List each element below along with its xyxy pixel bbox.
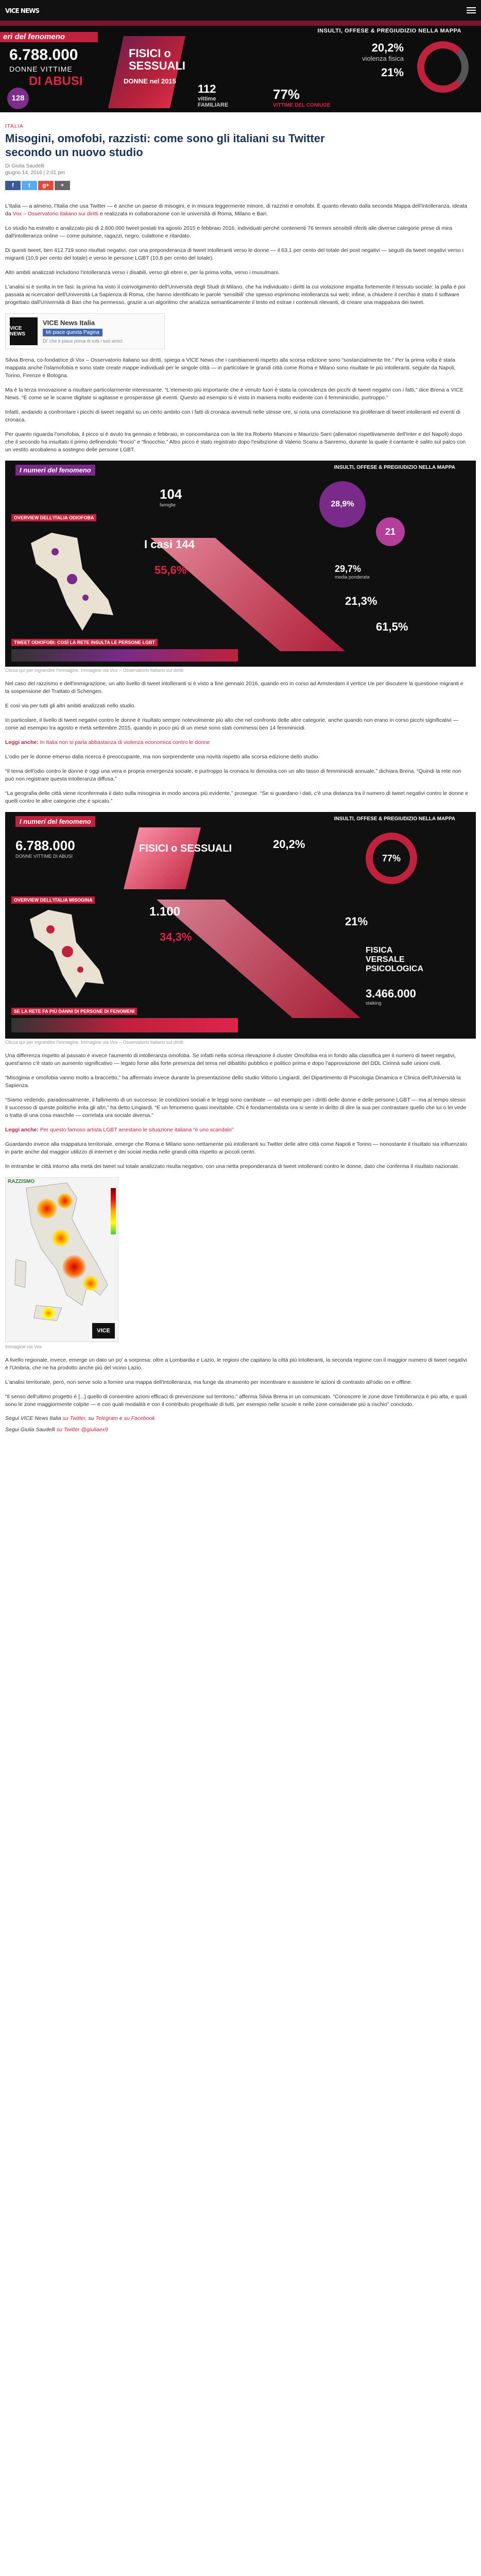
hero-vit-num: 77%: [273, 87, 300, 102]
ig1-stat6: 61,5%: [376, 620, 408, 633]
hero-fisici-a: FISICI o: [129, 47, 171, 60]
paragraph-4: Altri ambiti analizzati includono l'intolleranza verso i disabili, verso gli ebrei e, per la prima volta, verso i musulmani.: [5, 269, 280, 276]
paragraph-19: Guardando invece alla mappatura territoriale, emerge che Roma e Milano sono nettamente più intolleranti su Twitter delle altre città come Napoli e Torino — nonostante il risultato sia influenzato in parte anche dal maggior utilizzo di internet e dei social media nelle grandi città rispetto ai piccoli centri.: [5, 1141, 467, 1155]
follow-sep: , su: [85, 1415, 94, 1421]
follow-vice-text: Segui VICE News Italia: [5, 1415, 61, 1421]
read-also-2: [5, 1126, 469, 1134]
ig2-big-num: 6.788.000: [15, 838, 75, 853]
follow-sep2: e: [119, 1415, 123, 1421]
top-bar: [0, 0, 481, 21]
author-handle[interactable]: @giuliaex9: [81, 1427, 108, 1433]
hotspot: [37, 1198, 57, 1219]
vice-twitter-link[interactable]: su Twitter: [62, 1415, 85, 1421]
paragraph-8: Infatti, andando a confrontare i picchi di tweet negativi su un certo ambito con i fatti di cronaca avvenuti nelle stesse ore, si nota una correlazione tra proliferare di tweet intolleranti ed eventi di cronaca.: [5, 409, 460, 423]
embed-thumb: VICE NEWS: [10, 317, 38, 345]
ig2-stat4-num: 3.466.000: [366, 987, 416, 1000]
ig1-dot: [51, 548, 59, 555]
site-logo[interactable]: [5, 4, 39, 17]
vice-telegram-link[interactable]: Telegram: [95, 1415, 118, 1421]
hotspot: [83, 1276, 98, 1291]
ig1-dot: [67, 574, 77, 584]
ig1-stat2-sub: media ponderata: [335, 574, 370, 580]
ig2-stat4-sub: stalking: [366, 1001, 382, 1006]
heatmap-italy[interactable]: [5, 1177, 118, 1342]
paragraph-20: In entrambe le città intorno alla metà dei tweet sul totale analizzato risulta negativo, con una netta preponderanza di tweet intolleranti contro le donne, dato che conferma il risultato nazionale.: [5, 1163, 460, 1170]
ig2-title: INSULTI, OFFESE & PREGIUDIZIO NELLA MAPPA: [334, 816, 455, 822]
follow-author: [5, 1427, 476, 1433]
hero-donne-label: DONNE: [124, 77, 148, 85]
p1-text: L'Italia — a almeno, l'Italia che usa Twitter — è anche un paese di misogini, e in misura leggermente minore, di razzisti e omofobi. È quanto rilevato dalla seconda Mappa dell'Intolleranza, ideata da: [5, 203, 468, 217]
hotspot: [62, 1255, 86, 1279]
twitter-share-icon[interactable]: t: [22, 181, 37, 190]
ig1-stat2: [335, 564, 370, 580]
paragraph-14: “Il tema dell'odio contro le donne è oggi una vera e propria emergenza sociale, e purtroppo la cronaca lo dimostra con un alto tasso di femminicidi annuale,” dichiara Brena. “Quindi la rete non può non registrare questa intolleranza diffusa.”: [5, 768, 461, 782]
embed-info: [43, 319, 123, 344]
hero-big-number: 6.788.000: [9, 46, 78, 63]
ig2-fis: FISICI o SESSUALI: [139, 843, 232, 854]
paragraph-7: Ma è la terza innovazione a risultare particolarmente interessante. “L'elemento più importante che è venuto fuori è stata la coincidenza dei picchi di tweet negativi con i fatti,” dice Brena a VICE News. “È come se le scarne digitate si agitasse e prosperasse gli eventi. Questo ad esempio si è visto in maniera molto evidente con il femminicidio, purtroppo.”: [5, 387, 463, 401]
hero-fam-label: FAMILIARE: [198, 102, 229, 108]
hero-big-sub2: DI ABUSI: [29, 74, 83, 88]
ig1-bubble2: 21: [376, 517, 405, 546]
ig1-stat5: 21,3%: [345, 595, 377, 607]
caption-3: Immagine via Vox: [5, 1344, 42, 1349]
infographic-lgbt[interactable]: [5, 461, 476, 667]
ig2-dot: [62, 946, 73, 957]
ig2-side: FISICA VERSALE PSICOLOGICA: [366, 946, 424, 973]
article: [0, 124, 481, 1433]
paragraph-13: L'odio per le donne emerso dalla ricerca è preoccupante, ma non sorprendente una novità rispetto alla scorsa edizione dello studio.: [5, 754, 320, 760]
follow-author-text: Segui Giulia Saudelli: [5, 1427, 55, 1433]
hero-fisici-b: SESSUALI: [129, 59, 186, 72]
embed-name: VICE News Italia: [43, 319, 95, 327]
facebook-page-embed[interactable]: [5, 313, 165, 349]
googleplus-share-icon[interactable]: g+: [38, 181, 54, 190]
hero-donne: [124, 77, 176, 85]
ig1-bubble1: 28,9%: [319, 481, 366, 528]
ig1-bottom: TWEET ODIOFOBI: COSÌ LA RETE INSULTA LE PERSONE LGBT: [11, 639, 158, 646]
map-title: RAZZISMO: [8, 1179, 35, 1184]
paragraph-23: “Il senso dell'ultimo progetto è [...] quello di consentire azioni efficaci di prevenzione sul territorio,” afferma Silvia Brena in un comunicato. “Conoscere le zone dove l'intolleranza è più alta, e quali sono le zone maggiormente colpite — e con quali modalità e con il contributo progettuale di tutti, per esempio nelle scuole e nelle zone considerate più a rischio” concludo.: [5, 1394, 467, 1408]
read-also-1: [5, 739, 469, 747]
paragraph-18: “Siamo vedendo, paradossalmente, il fallimento di un successo: le condizioni sociali e le leggi sono cambiate — ad esempio per i diritti delle donne e delle persone LGBT — ma al tempo stesso il successo di queste politiche irrita gli altri,” ha detto Lingiardi. “E un fenomeno quasi inevitabile. Chi è fondamentalista ora si sente in diritto di dire la sua per contrastare quello che lui o lei vede o tratta di una cosa maschile — correlata ura sociale diversa.”: [5, 1097, 467, 1118]
ig2-timeline: [11, 1018, 238, 1032]
ig1-stat1-num: 104: [160, 486, 182, 502]
ig2-stat1: 1.100: [149, 905, 181, 919]
ig2-bottom: SE LA RETE FA PIÙ DANNI DI PERSONE DI FENOMENI: [11, 1008, 137, 1015]
embed-sub: Di' che ti piace prima di tutti i tuoi amici: [43, 338, 123, 344]
follow-vice: [5, 1415, 476, 1421]
p1-end: e realizzata in collaborazione con le università di Roma, Milano e Bari.: [99, 211, 268, 217]
menu-icon[interactable]: [467, 7, 476, 13]
ig1-dot: [82, 595, 89, 601]
byline[interactable]: Di Giulia Saudelli: [5, 163, 45, 169]
infographic-misoginia[interactable]: [5, 812, 476, 1039]
map-legend: [111, 1188, 116, 1234]
logo-text: VICE NEWS: [5, 7, 40, 14]
hero-strip: eri del fenomeno: [0, 32, 98, 42]
paragraph-5: L'analisi si è svolta in tre fasi: la prima ha visto il coinvolgimento dell'Università degli Studi di Milano, che ha individuato i diritti la cui violazione impatta fortemente il tessuto sociale; la palla è poi passata ai ricercatori dell'Università La Sapienza di Roma, che hanno identificato le parole ‘sensibili’ che spesso esprimono intolleranza sui web; infine, a chiudere il cerchio è stato il software progettato dall'Università di Bari che ha permesso, grazie a un algoritmo che analizza semanticamente il testo ed estrae i contenuti rilevanti, di creare una mappatura dei tweet.: [5, 284, 466, 306]
paragraph-1: [5, 202, 469, 218]
read-also-label-2: Leggi anche:: [5, 1127, 39, 1133]
read-also-label: Leggi anche:: [5, 739, 39, 745]
hotspot: [52, 1229, 70, 1247]
hero-infographic: [0, 21, 481, 112]
paragraph-16: Una differenza rispetto al passato è invece l'aumento di intolleranza omofoba. Se infatti nella scorsa rilevazione il cluster Omofobia era in fondo alla classifica per il numero di tweet negativi, quest'anno c'è stato un aumento significativo — legato forse alla forte presenza del tema nel dibattito pubblico e politico prima e dopo l'approvazione del DDL Cirinnà sulle unioni civili.: [5, 1053, 456, 1066]
hero-pc2: violenza fisica: [362, 55, 404, 62]
hero-big-sub: DONNE VITTIME: [9, 65, 73, 73]
paragraph-12: In particolare, il livello di tweet negativi contro le donne è risultato sempre notevolmente più alto che nel confronto delle altre categorie, anche quando non erano in corso picchi significativi — come ad esempio tra agosto e metà settembre 2015, quando in poco più di un mese sono stati commessi ben 14 femminicidi.: [5, 717, 459, 731]
ig1-title: INSULTI, OFFESE & PREGIUDIZIO NELLA MAPPA: [334, 465, 455, 470]
paragraph-6: Silvia Brena, co-fondatrice di Vox – Osservatorio italiano sui diritti, spiega a VICE News che i cambiamenti rispetto alla scorsa edizione sono “sostanzialmente tre.” Per la prima volta è stata mappata anche l'islamofobia e sono state create mappe individuali per le singole città — in particolare le grandi città come Roma e Milano sono risultate le più intolleranti, seguite da Napoli, Torino, Firenze e Bologna.: [5, 357, 456, 379]
vice-facebook-link[interactable]: su Facebook: [124, 1415, 155, 1421]
hero-pc1: 20,2%: [371, 41, 404, 54]
publish-date: giugno 14, 2016 | 2:01 pm: [5, 170, 65, 176]
ig2-stat2: 34,3%: [160, 930, 192, 943]
caption-1: Clicca qui per ingrandire l'immagine. Immagine via Vox – Osservatorio italiano sui diritti: [5, 668, 183, 673]
paragraph-9: Per quanto riguarda l'omofobia, il picco si è avuto tra gennaio e febbraio, in concomitanza con la lite tra Roberto Mancini e Maurizio Sarri (allenatori rispettivamente dell'Inter e del Napoli) dopo che il secondo ha insultato il primo definendolo “frocio” e “finocchio.” Altro picco è stato registrato dopo l'esibizione di Valerio Scanu a Sanremo, durante la quale il cantante è salito sul palco con un vestito arcobaleno a sostegno delle persone LGBT.: [5, 431, 466, 453]
ig2-big-sub: DONNE VITTIME DI ABUSI: [15, 854, 73, 859]
read-also-link[interactable]: In Italia non si parla abbastanza di violenza economica contro le donne: [40, 739, 210, 745]
paragraph-21: A livello regionale, invece, emerge un dato un po' a sorpresa: oltre a Lombardia e Lazio, le regioni che capitano la città più intolleranti, la seconda regione con il maggior numero di tweet negativi è l'Umbria, che ne ha prodotto anche più del vicino Lazio.: [5, 1357, 467, 1371]
author-twitter-link[interactable]: su Twitter: [56, 1427, 80, 1433]
ig2-dot: [46, 925, 55, 934]
hero-vit-sub: VITTIME DEL CONIUGE: [273, 103, 331, 108]
facebook-share-icon[interactable]: f: [5, 181, 21, 190]
ig1-stat2-num: 29,7%: [335, 564, 362, 574]
ig2-stripe: [124, 827, 201, 889]
ig2-ring: 77%: [366, 833, 417, 884]
ig1-stripe: [129, 538, 345, 651]
ig1-italy-map: [21, 533, 124, 636]
caption-2: Clicca qui per ingrandire l'immagine. Immagine via Vox – Osservatorio italiano sui diritti: [5, 1040, 183, 1045]
hero-band: [0, 21, 481, 26]
paragraph-3: Di questi tweet, ben 412.719 sono risultati negativi, con una preponderanza di tweet intolleranti verso le donne — il 63,1 per cento del totale dei post negativi — seguiti da tweet negativi verso i migranti (10,9 per cento del totale) e verso le persone LGBT (10,8 per cento del totale).: [5, 247, 464, 261]
ig2-stat3: 21%: [345, 915, 368, 928]
hero-insulti: INSULTI, OFFESE & PREGIUDIZIO NELLA MAPPA: [317, 28, 461, 34]
hero-vittime: [273, 87, 331, 108]
ig2-pc: 20,2%: [273, 838, 305, 851]
ig1-stat1: [160, 486, 182, 507]
ig1-stat4: 55,6%: [154, 564, 187, 577]
ig2-overview: OVERVIEW DELL'ITALIA MISOGINA: [11, 896, 95, 904]
hero-fisici: [129, 47, 185, 72]
more-share-icon[interactable]: +: [55, 181, 70, 190]
article-title: Misogini, omofobi, razzisti: come sono gli italiani su Twitter secondo un nuovo studio: [5, 132, 325, 159]
paragraph-17: “Misoginia e omofobia vanno molto a braccetto,” ha affermato invece durante la presentazione dello studio Vittorio Lingiardi, del Dipartimento di Psicologia Dinamica e Clinica dell'Università la Sapienza.: [5, 1075, 461, 1089]
ig1-tag: I numeri del fenomeno: [15, 465, 95, 476]
ig2-tag: I numeri del fenomeno: [15, 816, 95, 827]
paragraph-11: E così via per tutti gli altri ambiti analizzati nello studio.: [5, 703, 136, 709]
hero-familiare: [198, 82, 228, 108]
paragraph-2: Lo studio ha estratto e analizzato più di 2.600.000 tweet postati tra agosto 2015 e febbraio 2016, individuati perché contenenti 76 termini sensibili riferiti alle diverse categorie prese di mira dall'intolleranza online — come pulsione, ragazzi, negro, culattone e ritardato.: [5, 225, 452, 239]
map-vice-badge: VICE: [92, 1323, 115, 1338]
ig1-timeline: [11, 649, 238, 662]
hero-circle: 128: [7, 88, 29, 109]
paragraph-22: L'analisi territoriale, però, non serve solo a fornire una mappa dell'intolleranza, ma funge da strumento per incentivare e assistere le azioni di contrasto all'odio on e offline.: [5, 1379, 413, 1385]
category-label[interactable]: ITALIA: [5, 124, 24, 129]
hero-donne-sub: nel 2015: [149, 77, 176, 85]
hero-fam-sub: vittime: [198, 96, 216, 102]
ig1-overview: OVERVIEW DELL'ITALIA ODIOFOBA: [11, 514, 96, 521]
hotspot: [42, 1307, 55, 1320]
ig2-dot: [77, 967, 83, 973]
ig1-stat1-sub: famiglie: [160, 502, 176, 507]
hero-fam-num: 112: [198, 82, 216, 95]
ig2-stat4: [366, 987, 416, 1006]
hotspot: [57, 1193, 73, 1209]
ig2-big: [15, 838, 75, 859]
read-also-link-2[interactable]: Per questo famoso artista LGBT arrestano le situazione italiana “è uno scandalo”: [40, 1127, 234, 1133]
vox-link[interactable]: Vox – Osservatorio italiano sui diritti: [12, 211, 98, 217]
paragraph-15: “La geografia delle città viene riconfermata il dato sulla misoginia in modo ancora più evidente,” prosegue. “Se si guardano i dati, c'è una distanza tra il numero di tweet negativi contro le donne e quelli contro le altre categorie che è spicato.”: [5, 790, 469, 804]
paragraph-10: Nel caso del razzismo e dell'immigrazione, un alto livello di tweet intolleranti si è visto a fine gennaio 2016, quando ero in corso ad Amsterdam il vertice Ue per discutere la questione migranti e la sospensione del Trattato di Schengen.: [5, 681, 463, 694]
hero-pc3: 21%: [381, 66, 404, 79]
share-bar: [5, 181, 476, 190]
like-page-button[interactable]: Mi piace questa Pagina: [43, 329, 102, 336]
hero-ring: [417, 41, 469, 93]
ig1-stat3: I casi 144: [144, 538, 195, 551]
